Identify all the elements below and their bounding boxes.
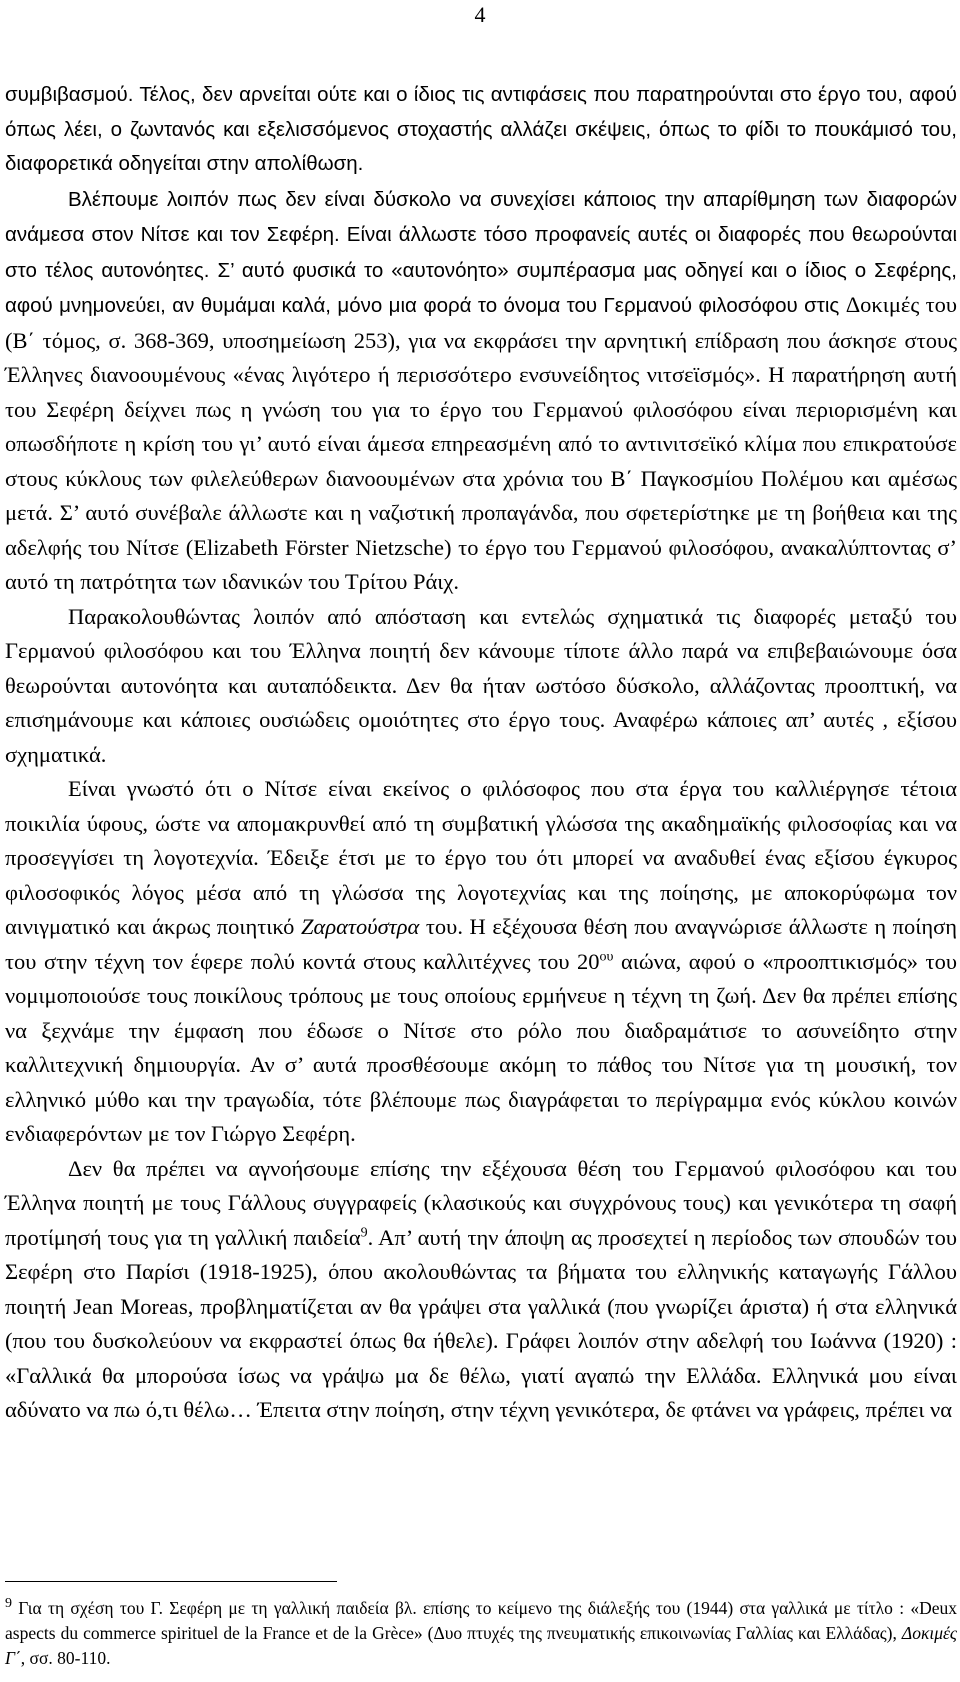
footnote-mark: 9 bbox=[5, 1596, 12, 1612]
footnote-separator bbox=[5, 1581, 337, 1582]
paragraph-2 bbox=[5, 182, 957, 600]
paragraph-1: συμβιβασμού. Τέλος, δεν αρνείται ούτε και ο ίδιος τις αντιφάσεις που παρατηρούνται στο έργο του, αφού όπως λέει, ο ζωντανός και εξελισσόμενος στοχαστής αλλάζει σκέψεις, όπως το φίδι το πουκάμισό του, διαφορετικά οδηγείται στην απολίθωση. bbox=[5, 83, 957, 175]
zarathustra-title: Ζαρατούστρα bbox=[301, 914, 420, 939]
paragraph-2-serif-part: Δοκιμές του (Β΄ τόμος, σ. 368-369, υποσημείωση 253), για να εκφράσει την αρνητική επίδραση που άσκησε στους Έλληνες διανοουμένους «ένας λιγότερο ή περισσότερο ενσυνείδητος νιτσεϊσμός». Η παρατήρηση αυτή του Σεφέρη δείχνει πως η γνώση του για το έργο του Γερμανού φιλοσόφου είναι περιορισμένη και οπωσδήποτε η κρίση του γι’ αυτό είναι άμεσα επηρεασμένη από το αντινιτσεϊκό κλίμα που επικρατούσε στους κύκλους των φιλελεύθερων διανοουμένων στα χρόνια του Β΄ Παγκοσμίου Πολέμου και αμέσως μετά. Σ’ αυτό συνέβαλε άλλωστε και η ναζιστική προπαγάνδα, που σφετερίστηκε με τη βοήθεια και της αδελφής του Νίτσε (Elizabeth Förster Nietzsche) το έργο του Γερμανού φιλοσόφου, ανακαλύπτοντας σ’ αυτό τη πατρότητα των ιδανικών του Τρίτου Ράιχ. bbox=[5, 292, 958, 594]
footnote-reference: 9 bbox=[360, 1225, 368, 1240]
paragraph-4: Είναι γνωστό ότι ο Νίτσε είναι εκείνος ο φιλόσοφος που στα έργα του καλλιέργησε τέτοια ποικιλία ύφους, ώστε να απομακρυνθεί από τη συμβατική γλώσσα της ακαδημαϊκής φιλοσοφίας και να προσεγγίσει τη λογοτεχνία. Έδειξε έτσι με το έργο του ότι μπορεί να αναδυθεί ένας εξίσου έγκυρος φιλοσοφικός λόγος μέσα από τη γλώσσα της λογοτεχνίας και της ποίησης, με αποκορύφωμα τον αινιγματικό και άκρως ποιητικό Ζαρατούστρα του. Η εξέχουσα θέση που αναγνώρισε άλλωστε η ποίηση του στην τέχνη τον έφερε πολύ κοντά στους καλλιτέχνες του $20^{o\upsilon}$ αιώνα, αφού ο «προοπτικισμός» του νομιμοποιούσε τους ποικίλους τρόπους με τους οποίους ερμήνευε η τέχνη τη ζωή. Δεν θα πρέπει επίσης να ξεχνάμε την έμφαση που έδωσε ο Νίτσε στο ρόλο που διαδραμάτισε το ασυνείδητο στην καλλιτεχνική δημιουργία. Αν σ’ αυτά προσθέσουμε ακόμη το πάθος του Νίτσε για τη μουσική, τον ελληνικό μύθο και την τραγωδία, τότε βλέπουμε πως διαγράφεται το περίγραμμα ενός κύκλου κοινών ενδιαφερόντων με τον Γιώργο Σεφέρη. bbox=[5, 776, 957, 1146]
paragraph-2-sans-part: Βλέπουμε λοιπόν πως δεν είναι δύσκολο να συνεχίσει κάποιος την απαρίθμηση των διαφορών ανάμεσα στον Νίτσε και τον Σεφέρη. Είναι άλλωστε τόσο προφανείς αυτές οι διαφορές που θεωρούνται στο τέλος αυτονόητες. Σ’ αυτό φυσικά το «αυτονόητο» συμπέρασμα μας οδηγεί και ο ίδιος ο Σεφέρης, αφού μνημονεύει, αν θυμάμαι καλά, μόνο μια φορά το όνομα του Γερμανού φιλοσόφου στις bbox=[5, 187, 957, 317]
body-text bbox=[5, 78, 957, 1428]
footnote: $^9$ Για τη σχέση του Γ. Σεφέρη με τη γαλλική παιδεία βλ. επίσης το κείμενο της διάλεξής του (1944) στα γαλλικά με τίτλο : «Deux aspects du commerce spirituel de la France et de la Grèce» (Δυο πτυχές της πνευματικής επικοινωνίας Γαλλίας και Ελλάδας), Δοκιμές Γ΄, σσ. 80-110. bbox=[5, 1596, 957, 1668]
page-number: 4 bbox=[474, 2, 486, 27]
century-superscript: ου bbox=[599, 949, 614, 964]
footnote-book-title: Δοκιμές Γ΄ bbox=[5, 1623, 957, 1668]
paragraph-3: Παρακολουθώντας λοιπόν από απόσταση και εντελώς σχηματικά τις διαφορές μεταξύ του Γερμανού φιλοσόφου και του Έλληνα ποιητή δεν κάνουμε τίποτε άλλο παρά να επιβεβαιώνουμε όσα θεωρούνται αυτονόητα και αυταπόδεικτα. Δεν θα ήταν ωστόσο δύσκολο, αλλάζοντας προοπτική, να επισημάνουμε και κάποιες ουσιώδεις ομοιότητες στο έργο τους. Αναφέρω κάποιες απ’ αυτές , εξίσου σχηματικά. bbox=[5, 603, 957, 767]
paragraph-5: Δεν θα πρέπει να αγνοήσουμε επίσης την εξέχουσα θέση του Γερμανού φιλοσόφου και του Έλληνα ποιητή με τους Γάλλους συγγραφείς (κλασικούς και συγχρόνους τους) και γενικότερα τη σαφή προτίμησή τους για τη γαλλική παιδεία$^9$. Απ’ αυτή την άποψη ας προσεχτεί η περίοδος των σπουδών του Σεφέρη στο Παρίσι (1918-1925), όπου ακολουθώντας τα βήματα του ελληνικής καταγωγής Γάλλου ποιητή Jean Moreas, προβληματίζεται αν θα γράψει στα γαλλικά (που γνωρίζει άριστα) ή στα ελληνικά (που του δυσκολεύουν να εκφραστεί όπως θα ήθελε). Γράφει λοιπόν στην αδελφή του Ιωάννα (1920) : «Γαλλικά θα μπορούσα ίσως να γράψω μα δε θέλω, γιατί αγαπώ την Ελλάδα. Ελληνικά μου είναι αδύνατο να πω ό,τι θέλω… Έπειτα στην ποίηση, στην τέχνη γενικότερα, δε φτάνει να γράφεις, πρέπει να bbox=[5, 1155, 957, 1422]
